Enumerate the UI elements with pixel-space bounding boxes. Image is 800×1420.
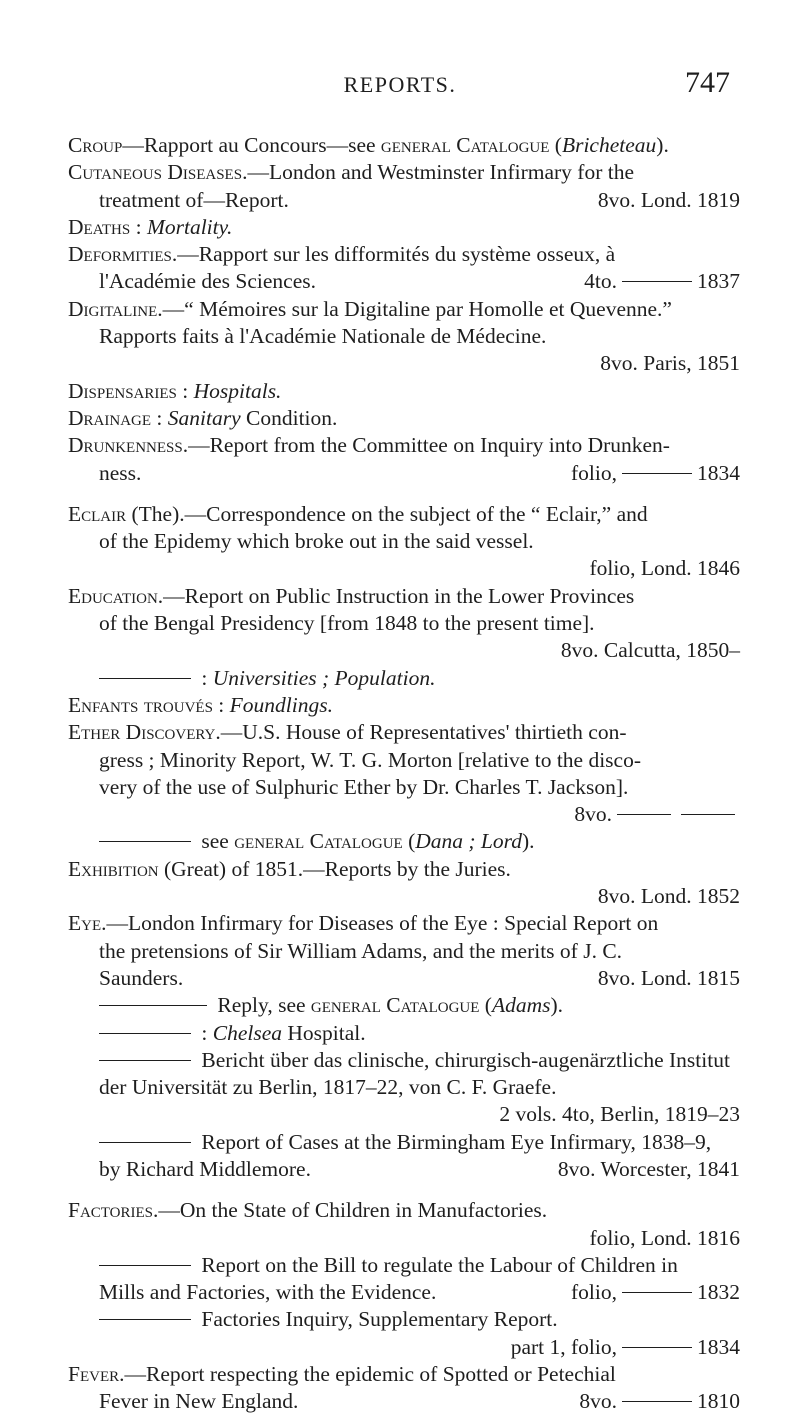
entry-eye: Eye.—London Infirmary for Diseases of the Eye : Special Report on xyxy=(68,911,659,936)
cross-reference: Sanitary xyxy=(167,405,241,430)
ditto-rule xyxy=(622,1292,692,1293)
entry-drainage: Drainage : Sanitary Condition. xyxy=(68,405,338,430)
imprint: 8vo. Worcester, 1841 xyxy=(557,1156,740,1181)
entry-head: Drainage xyxy=(68,405,152,430)
imprint: folio, Lond. 1816 xyxy=(589,1225,740,1250)
entry-continuation: very of the use of Sulphuric Ether by Dr. Charles T. Jackson]. xyxy=(99,774,629,799)
imprint: folio, 1832 xyxy=(571,1280,740,1305)
imprint: 8vo. xyxy=(574,801,740,828)
entry-continuation: Saunders. 8vo. Lond. 1815 xyxy=(68,965,740,992)
ditto-rule xyxy=(99,1033,191,1034)
entry-continuation: Fever in New England. 8vo. 1810 xyxy=(68,1388,740,1415)
ditto-rule xyxy=(99,1005,207,1006)
entry-subentry: Report on the Bill to regulate the Labour of Children in xyxy=(68,1252,740,1279)
cross-reference: Universities ; Population. xyxy=(212,665,436,690)
entry-continuation: Mills and Factories, with the Evidence. folio, 1832 xyxy=(68,1279,740,1306)
entry-head: Croup xyxy=(68,133,123,157)
ditto-rule xyxy=(622,473,692,474)
entry-head: Deformities xyxy=(68,242,172,267)
entry-exhibition: Exhibition (Great) of 1851.—Reports by the Juries. xyxy=(68,856,511,881)
entry-head: Ether Discovery xyxy=(68,720,216,745)
imprint: folio, 1834 xyxy=(571,460,740,485)
entry-continuation: by Richard Middlemore. 8vo. Worcester, 1841 xyxy=(68,1156,740,1183)
entry-croup: Croup—Rapport au Concours—see general Catalogue (Bricheteau). xyxy=(68,133,669,157)
entry-eclair: Eclair (The).—Correspondence on the subject of the “ Eclair,” and xyxy=(68,501,648,526)
ditto-rule xyxy=(99,678,191,679)
entry-head: Deaths xyxy=(68,214,131,239)
imprint: 8vo. Lond. 1852 xyxy=(597,884,740,909)
imprint: part 1, folio, 1834 xyxy=(510,1334,740,1359)
entry-head: Factories xyxy=(68,1198,154,1223)
ditto-rule xyxy=(99,1265,191,1266)
imprint: 4to. 1837 xyxy=(584,269,740,294)
page-number: 747 xyxy=(685,66,730,99)
entry-enfants-trouves: Enfants trouvés : Foundlings. xyxy=(68,692,333,717)
entry-subentry: : Chelsea Hospital. xyxy=(68,1020,740,1047)
entry-continuation xyxy=(68,637,740,664)
ditto-rule xyxy=(99,841,191,842)
entry-head: Cutaneous Diseases xyxy=(68,160,243,185)
entry-cutaneous-diseases: Cutaneous Diseases.—London and Westminster Infirmary for the xyxy=(68,160,635,185)
entry-subentry: Reply, see general Catalogue (Adams). xyxy=(68,992,740,1019)
entry-head: Enfants trouvés xyxy=(68,692,213,717)
entry-deformities: Deformities.—Rapport sur les difformités du système osseux, à xyxy=(68,242,616,267)
cross-reference: Mortality. xyxy=(146,214,233,239)
entry-subentry: Report of Cases at the Birmingham Eye Infirmary, 1838–9, xyxy=(68,1129,740,1156)
entry-continuation: gress ; Minority Report, W. T. G. Morton [relative to the disco- xyxy=(99,747,642,772)
entry-subentry: Factories Inquiry, Supplementary Report. xyxy=(68,1306,740,1333)
entry-continuation xyxy=(68,883,740,910)
imprint: 8vo. Calcutta, 1850– xyxy=(560,638,740,663)
entry-education: Education.—Report on Public Instruction in the Lower Provinces xyxy=(68,583,635,608)
running-title: REPORTS. xyxy=(343,72,457,97)
entry-continuation: l'Académie des Sciences. 4to. 1837 xyxy=(68,268,740,295)
entry-ether-discovery: Ether Discovery.—U.S. House of Representatives' thirtieth con- xyxy=(68,720,627,745)
entry-fever: Fever.—Report respecting the epidemic of Spotted or Petechial xyxy=(68,1362,616,1387)
entry-continuation: of the Bengal Presidency [from 1848 to the present time]. xyxy=(99,611,595,636)
ditto-rule xyxy=(99,1319,191,1320)
cross-reference: Chelsea xyxy=(212,1020,283,1045)
imprint: 2 vols. 4to, Berlin, 1819–23 xyxy=(499,1102,740,1127)
ditto-rule xyxy=(99,1060,191,1061)
entry-continuation: Rapports faits à l'Académie Nationale de Médecine. xyxy=(99,324,547,349)
entry-continuation: of the Epidemy which broke out in the said vessel. xyxy=(99,529,534,554)
imprint: 8vo. Lond. 1815 xyxy=(597,965,740,990)
entry-head: Eye xyxy=(68,911,102,936)
entry-deaths: Deaths : Mortality. xyxy=(68,214,233,239)
entry-factories: Factories.—On the State of Children in Manufactories. xyxy=(68,1198,548,1223)
entry-subentry: see general Catalogue (Dana ; Lord). xyxy=(68,828,740,855)
entry-continuation: ness. folio, 1834 xyxy=(68,460,740,487)
ditto-rule xyxy=(617,814,671,815)
entry-continuation: the pretensions of Sir William Adams, and the merits of J. C. xyxy=(99,938,623,963)
ditto-rule xyxy=(99,1142,191,1143)
entry-digitaline: Digitaline.—“ Mémoires sur la Digitaline par Homolle et Quevenne.” xyxy=(68,296,672,321)
ditto-rule xyxy=(622,1347,692,1348)
entry-continuation xyxy=(68,801,740,828)
entry-head: Fever xyxy=(68,1362,120,1387)
entry-subentry: Bericht über das clinische, chirurgisch-augenärztliche Institut xyxy=(68,1047,740,1074)
cross-reference: Hospitals. xyxy=(193,378,282,403)
entry-continuation xyxy=(68,555,740,582)
entry-head: Eclair xyxy=(68,501,127,526)
entry-drunkenness: Drunkenness.—Report from the Committee on Inquiry into Drunken- xyxy=(68,433,670,458)
imprint: 8vo. Lond. 1819 xyxy=(597,187,740,212)
entry-head: Exhibition xyxy=(68,856,159,881)
entry-head: Dispensaries xyxy=(68,378,177,403)
running-head xyxy=(0,66,800,112)
index-entries xyxy=(68,132,740,1416)
entry-continuation xyxy=(68,1334,740,1361)
entry-continuation xyxy=(68,1101,740,1128)
entry-head: Drunkenness xyxy=(68,433,183,458)
entry-head: Education xyxy=(68,583,158,608)
entry-continuation: treatment of—Report. 8vo. Lond. 1819 xyxy=(68,187,740,214)
imprint: 8vo. Paris, 1851 xyxy=(600,351,740,376)
entry-continuation xyxy=(68,1225,740,1252)
entry-subentry: : Universities ; Population. xyxy=(68,665,740,692)
imprint: folio, Lond. 1846 xyxy=(589,556,740,581)
entry-dispensaries: Dispensaries : Hospitals. xyxy=(68,378,282,403)
ditto-rule xyxy=(622,281,692,282)
cross-reference: Foundlings. xyxy=(229,692,333,717)
entry-head: Digitaline xyxy=(68,296,158,321)
ditto-rule xyxy=(622,1401,692,1402)
entry-continuation xyxy=(68,350,740,377)
entry-continuation: der Universität zu Berlin, 1817–22, von C. F. Graefe. xyxy=(99,1075,557,1100)
ditto-rule xyxy=(681,814,735,815)
imprint: 8vo. 1810 xyxy=(579,1389,740,1414)
